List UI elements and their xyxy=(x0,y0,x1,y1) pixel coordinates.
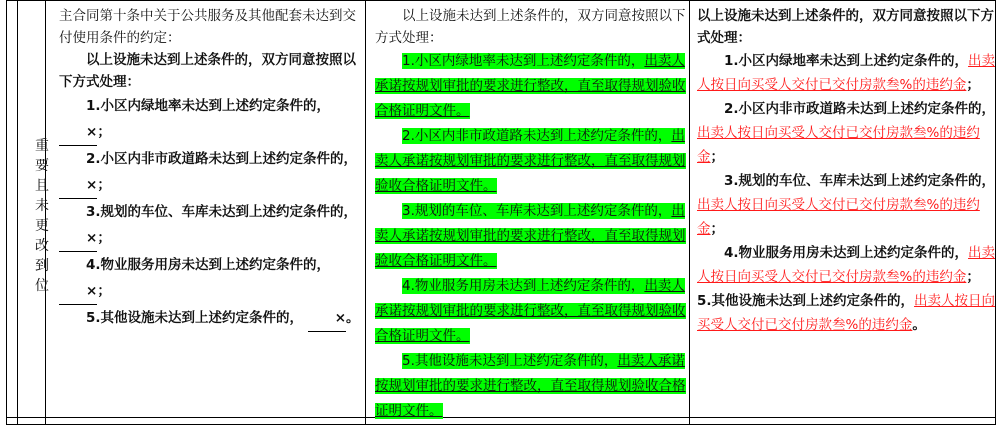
revised-item xyxy=(375,49,687,124)
revised-clause-cell xyxy=(375,5,687,424)
penalty-item-amount: 出卖人按日向买受人交付已交付房款叁%的违约金 xyxy=(697,53,996,93)
revised-item-text: 5.其他设施未达到上述约定条件的， xyxy=(402,353,618,369)
revised-item xyxy=(375,124,687,199)
item-blank-value: × xyxy=(59,225,97,252)
item-end: ； xyxy=(97,177,111,193)
penalty-item-text: 3.规划的车位、车库未达到上述约定条件的， xyxy=(724,173,996,189)
item-end: ； xyxy=(97,283,111,299)
penalty-item xyxy=(697,169,997,241)
penalty-item-amount: 出卖人按日向买受人交付已交付房款叁%的违约金 xyxy=(697,197,980,237)
revised-item-text: 2.小区内非市政道路未达到上述约定条件的， xyxy=(402,128,672,144)
revised-item-action: 出卖人承诺按规划审批的要求进行整改，直至取得规划验收合格证明文件。 xyxy=(375,353,686,419)
item-text: 5.其他设施未达到上述约定条件的， xyxy=(86,310,304,326)
penalty-lead: 以上设施未达到上述条件的，双方同意按照以下方式处理： xyxy=(697,8,994,46)
item-end: ； xyxy=(97,230,111,246)
penalty-item-end: ； xyxy=(710,221,724,237)
revised-item-text: 4.物业服务用房未达到上述约定条件的， xyxy=(402,278,645,294)
revised-item-action: 出卖人承诺按规划审批的要求进行整改，直至取得规划验收合格证明文件。 xyxy=(375,203,686,269)
item-text: 3.规划的车位、车库未达到上述约定条件的， xyxy=(86,204,358,220)
penalty-item-end: 。 xyxy=(912,317,926,333)
revised-item-text: 1.小区内绿地率未达到上述约定条件的， xyxy=(402,53,645,69)
original-clause-cell xyxy=(59,5,369,332)
revised-item-text: 3.规划的车位、车库未达到上述约定条件的， xyxy=(402,203,672,219)
item-blank-value: × xyxy=(59,119,97,146)
contract-table xyxy=(6,0,996,425)
clause-item xyxy=(59,93,369,146)
clause-intro: 主合同第十条中关于公共服务及其他配套未达到交付使用条件的约定： xyxy=(59,8,356,46)
item-blank-value: × xyxy=(59,172,97,199)
penalty-item xyxy=(697,97,997,169)
revised-lead: 以上设施未达到上述条件的，双方同意按照以下方式处理： xyxy=(375,8,686,46)
penalty-item-text: 5.其他设施未达到上述约定条件的， xyxy=(697,293,915,309)
penalty-item-end: ； xyxy=(966,77,980,93)
item-text: 1.小区内绿地率未达到上述约定条件的， xyxy=(86,98,331,114)
column-divider xyxy=(689,1,690,424)
penalty-item-end: ； xyxy=(966,269,980,285)
penalty-clause-cell xyxy=(697,5,997,337)
revised-item-action: 出卖人承诺按规划审批的要求进行整改，直至取得规划验收合格证明文件。 xyxy=(375,53,686,119)
item-blank-value: × xyxy=(308,305,346,332)
clause-item xyxy=(59,146,369,199)
item-end: 。 xyxy=(346,310,360,326)
penalty-item xyxy=(697,289,997,337)
item-end: ； xyxy=(97,124,111,140)
revised-item xyxy=(375,349,687,424)
penalty-item-amount: 出卖人按日向买受人交付已交付房款叁%的违约金 xyxy=(697,245,996,285)
penalty-item-amount: 出卖人按日向买受人交付已交付房款叁%的违约金 xyxy=(697,125,980,165)
revised-item xyxy=(375,199,687,274)
penalty-item-amount: 出卖人按日向买受人交付已交付房款叁%的违约金 xyxy=(697,293,996,333)
clause-item xyxy=(59,305,369,332)
table-border xyxy=(17,1,18,424)
item-blank-value: × xyxy=(59,278,97,305)
penalty-item-end: ； xyxy=(710,149,724,165)
penalty-item-text: 2.小区内非市政道路未达到上述约定条件的， xyxy=(724,101,996,117)
clause-item xyxy=(59,199,369,252)
revised-item xyxy=(375,274,687,349)
penalty-item-text: 1.小区内绿地率未达到上述约定条件的， xyxy=(724,53,969,69)
penalty-item-text: 4.物业服务用房未达到上述约定条件的， xyxy=(724,245,969,261)
row-label: 重 要 且 未 更 改 到 位 xyxy=(35,138,49,294)
item-text: 2.小区内非市政道路未达到上述约定条件的， xyxy=(86,151,358,167)
penalty-item xyxy=(697,49,997,97)
clause-item xyxy=(59,252,369,305)
revised-item-action: 出卖人承诺按规划审批的要求进行整改，直至取得规划验收合格证明文件。 xyxy=(375,278,686,344)
item-text: 4.物业服务用房未达到上述约定条件的， xyxy=(86,257,331,273)
penalty-item xyxy=(697,241,997,289)
clause-lead: 以上设施未达到上述条件的，双方同意按照以下方式处理： xyxy=(59,52,356,90)
revised-item-action: 出卖人承诺按规划审批的要求进行整改，直至取得规划验收合格证明文件。 xyxy=(375,128,686,194)
